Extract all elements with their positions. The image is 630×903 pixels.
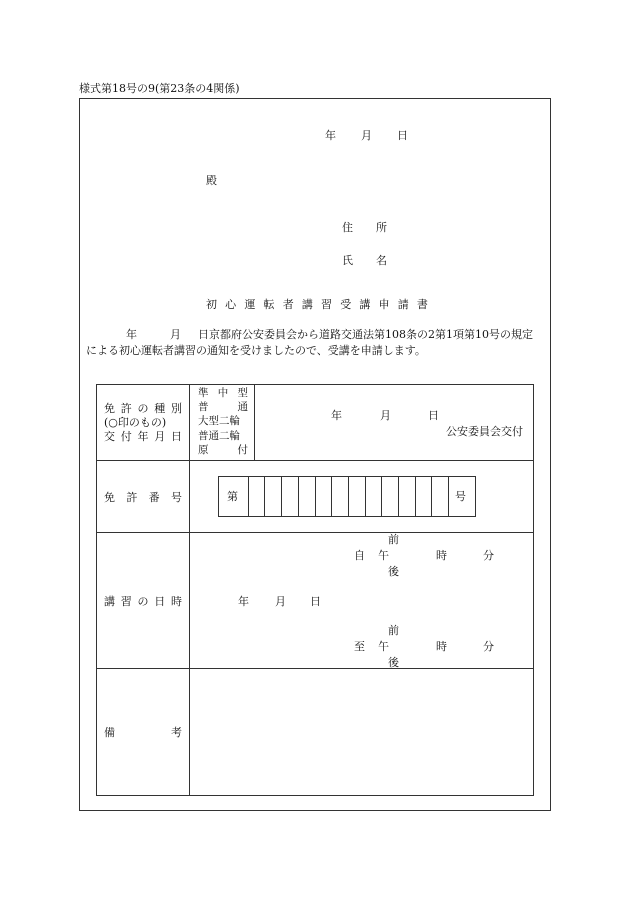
issue-date-month: 月 <box>380 409 391 422</box>
title-char: 申 <box>378 298 390 311</box>
title-char: 書 <box>416 298 428 311</box>
header-date-day: 日 <box>397 129 408 142</box>
course-date-month: 月 <box>275 595 286 608</box>
start-noon-label: 午 <box>378 549 389 562</box>
course-datetime-label: 講 習 の 日 時 <box>104 595 182 608</box>
end-to-label: 至 <box>354 640 365 653</box>
remarks-field[interactable] <box>190 669 533 795</box>
start-hour-label: 時 <box>436 549 447 562</box>
license-number-label: 免 許 番 号 <box>104 491 182 504</box>
license-type-option[interactable]: 準 中 型 <box>198 387 248 399</box>
license-type-option[interactable]: 原 付 <box>198 444 248 456</box>
issuer-text: 公安委員会交付 <box>446 425 523 438</box>
body-month: 月 <box>170 328 181 341</box>
body-year: 年 <box>126 328 137 341</box>
end-am-label: 前 <box>388 624 399 637</box>
start-pm-label: 後 <box>388 565 399 578</box>
license-number-suffix: 号 <box>455 490 466 503</box>
title-char: 受 <box>340 298 352 311</box>
title-char: 講 <box>301 298 313 311</box>
remarks-label: 備 考 <box>104 726 182 739</box>
issue-date-day: 日 <box>428 409 439 422</box>
license-type-option[interactable]: 普 通 <box>198 401 248 413</box>
license-type-label-line-2: (○印のもの) <box>104 416 167 429</box>
name-label-char-1: 氏 <box>342 254 353 267</box>
title-char: 請 <box>397 298 409 311</box>
end-hour-label: 時 <box>436 640 447 653</box>
form-title <box>206 298 428 311</box>
start-minute-label: 分 <box>483 549 494 562</box>
title-char: 運 <box>244 298 256 311</box>
addressee-suffix: 殿 <box>206 174 217 187</box>
body-line-2: による初心運転者講習の通知を受けましたので、受講を申請します。 <box>86 344 426 357</box>
row-divider <box>96 460 534 461</box>
issue-date-year: 年 <box>331 409 342 422</box>
course-date-day: 日 <box>310 595 321 608</box>
address-label-char-1: 住 <box>342 221 353 234</box>
title-char: 初 <box>206 298 217 311</box>
end-noon-label: 午 <box>378 640 389 653</box>
license-number-prefix: 第 <box>227 490 238 503</box>
title-char: 者 <box>282 298 294 311</box>
row-divider <box>96 532 534 533</box>
license-type-option[interactable]: 大型二輪 <box>198 415 240 427</box>
title-char: 習 <box>321 298 333 311</box>
header-date-year: 年 <box>325 129 336 142</box>
header-date-month: 月 <box>361 129 372 142</box>
title-char: 心 <box>225 298 237 311</box>
title-char: 講 <box>359 298 371 311</box>
end-pm-label: 後 <box>388 656 399 669</box>
body-line-1: 日京都府公安委員会から道路交通法第108条の2第1項第10号の規定 <box>198 328 533 341</box>
license-type-option[interactable]: 普通二輪 <box>198 430 240 442</box>
start-am-label: 前 <box>388 533 399 546</box>
license-number-field[interactable] <box>218 476 476 517</box>
license-type-label-line-1: 免 許 の 種 別 <box>104 402 182 415</box>
address-label-char-2: 所 <box>376 221 387 234</box>
column-divider <box>254 384 255 460</box>
end-minute-label: 分 <box>483 640 494 653</box>
start-from-label: 自 <box>354 549 365 562</box>
form-number: 様式第18号の9(第23条の4関係) <box>79 82 240 95</box>
license-type-label-line-3: 交 付 年 月 日 <box>104 430 182 443</box>
course-date-year: 年 <box>238 595 249 608</box>
name-label-char-2: 名 <box>376 254 387 267</box>
title-char: 転 <box>263 298 275 311</box>
